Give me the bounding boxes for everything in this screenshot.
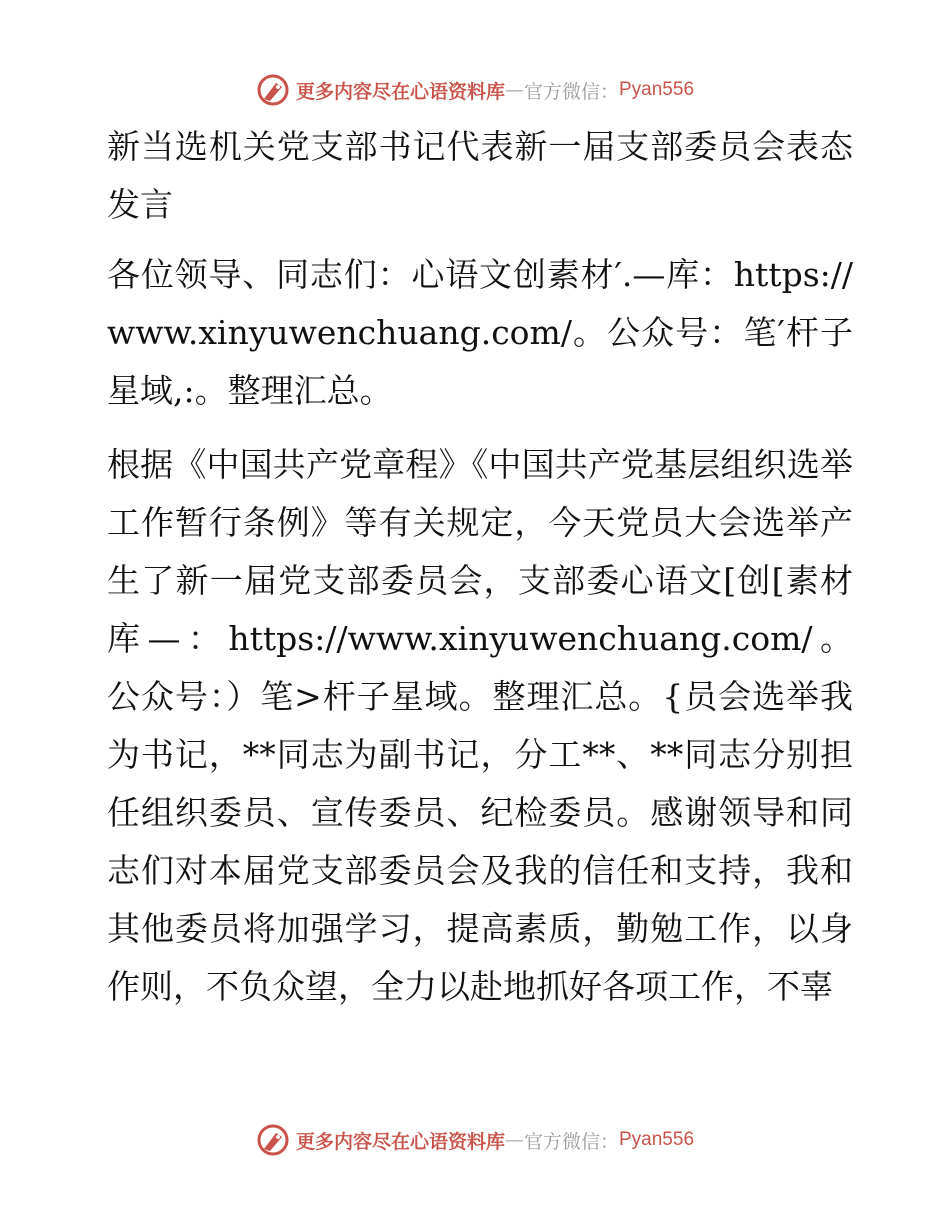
footer-banner: [0, 1120, 950, 1160]
header-banner-wechat-id: Pyan556: [619, 79, 695, 100]
footer-banner-wechat-id: Pyan556: [619, 1129, 695, 1150]
document-body: [97, 118, 853, 1032]
paragraph-greeting: 各位领导、同志们：心语文创素材′.—库：https://www.xinyuwenchuang.com/。公众号：笔′杆子星域,:。整理汇总。: [107, 255, 853, 410]
header-banner: [0, 70, 950, 110]
footer-banner-wechat-label: 官方微信：: [523, 1130, 619, 1153]
header-banner-wechat-label: 官方微信：: [523, 80, 619, 103]
header-banner-dash: —: [504, 79, 524, 101]
paragraph-main: 根据《中国共产党章程》《中国共产党基层组织选举工作暂行条例》等有关规定，今天党员大会选举产生了新一届党支部委员会，支部委心语文[创[素材库—：https://www.xinyuwenchuang.com/。公众号：）笔>杆子星域。整理汇总。{员会选举我为书记，**同志为副书记，分工**、**同志分别担任组织委员、宣传委员、纪检委员。感谢领导和同志们对本届党支部委员会及我的信任和支持，我和其他委员将加强学习，提高素质，勤勉工作，以身作则，不负众望，全力以赴地抓好各项工作，不辜: [107, 445, 853, 1006]
footer-banner-title: 更多内容尽在心语资料库: [295, 1130, 505, 1153]
header-banner-title: 更多内容尽在心语资料库: [295, 80, 505, 103]
footer-banner-dash: —: [504, 1129, 524, 1151]
pen-nib-circle-icon: [256, 1123, 290, 1157]
document-title: 新当选机关党支部书记代表新一届支部委员会表态发言: [107, 127, 853, 224]
pen-nib-circle-icon: [256, 73, 290, 107]
